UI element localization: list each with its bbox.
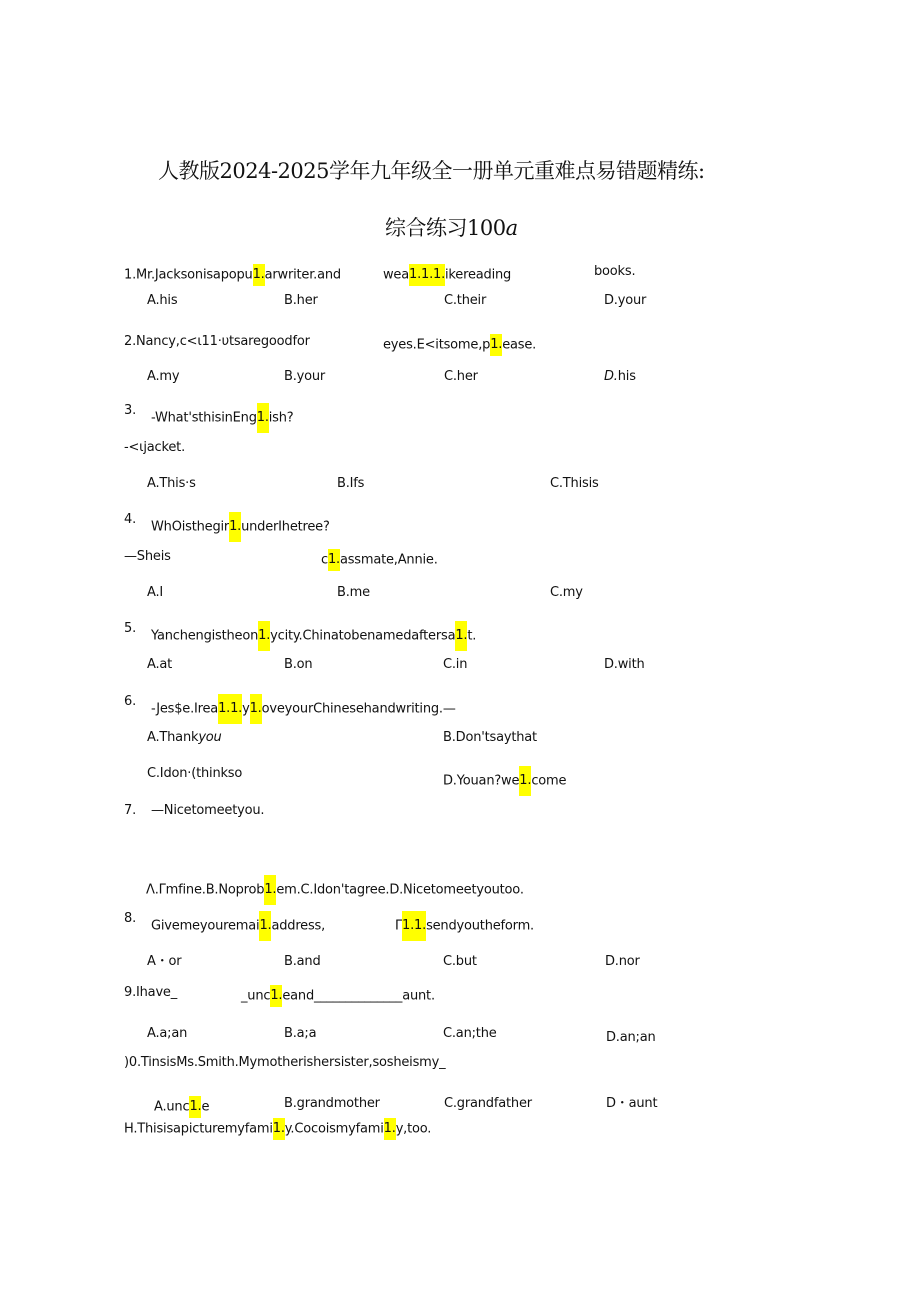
q6-highlight-a: 1.1. (218, 694, 242, 724)
q4-option-b[interactable]: B.me (337, 585, 370, 600)
q3-text-a: -What'sthisinEng (151, 410, 257, 426)
q9-stem-part-1: 9.Ihave_ (124, 985, 178, 1000)
q8-option-b[interactable]: B.and (284, 954, 321, 969)
q8-text-b: address, (271, 918, 326, 934)
q5-option-d[interactable]: D.with (604, 657, 645, 672)
q6-number: 6. (124, 694, 137, 709)
q1-text-c: wea (383, 267, 409, 283)
q5-option-c[interactable]: C.in (443, 657, 468, 672)
q6-option-d[interactable] (443, 766, 566, 796)
q2-highlight: 1. (490, 334, 502, 356)
q1-option-d[interactable]: D.your (604, 293, 647, 308)
q2-option-d-letter: D. (604, 369, 618, 384)
q6-option-a[interactable] (147, 730, 222, 746)
q5-text-a: Yanchengistheon (151, 628, 259, 644)
q6-text-a: -Jes$e.Irea (151, 701, 219, 717)
q5-option-b[interactable]: B.on (284, 657, 313, 672)
q3-number: 3. (124, 403, 137, 418)
q10-option-c[interactable]: C.grandfather (444, 1096, 532, 1111)
q1-text-b: arwriter.and (264, 267, 341, 283)
q2-option-d[interactable] (604, 369, 636, 385)
q9-option-c[interactable]: C.an;the (443, 1026, 497, 1041)
q4-option-c[interactable]: C.my (550, 585, 583, 600)
q3-highlight: 1. (257, 403, 269, 433)
q2-stem-part-2 (383, 334, 536, 356)
q8-text-c: Γ (395, 918, 403, 934)
q11-text-b: y.Cocoismyfami (284, 1121, 384, 1137)
q9-option-b[interactable]: B.a;a (284, 1026, 317, 1041)
q11-highlight-a: 1. (273, 1118, 285, 1140)
q11-text-a: H.Thisisapicturemyfami (124, 1121, 273, 1137)
q3-option-a[interactable]: A.This·s (147, 476, 196, 491)
q4-text-d: assmate,Annie. (339, 552, 438, 568)
q1-highlight-b: 1.1.1. (409, 264, 445, 286)
q6-text-c: oveyourChinesehandwriting.— (261, 701, 456, 717)
q1-text-d: ikereading (445, 267, 512, 283)
q8-text-a: Givemeyouremai (151, 918, 260, 934)
q6-text-b: y (242, 701, 250, 717)
title-line-1: 人教版2024-2025学年九年级全一册单元重难点易错题精练: (158, 159, 705, 183)
q4-number: 4. (124, 512, 137, 527)
q4-option-a[interactable]: A.I (147, 585, 164, 600)
q5-option-a[interactable]: A.at (147, 657, 173, 672)
q4-text-c: c (321, 552, 328, 568)
q5-stem (151, 621, 476, 651)
q3-option-c[interactable]: C.Thisis (550, 476, 599, 491)
q3-reply: -<ιjacket. (124, 440, 186, 455)
q8-text-d: sendyoutheform. (426, 918, 534, 934)
page-title (158, 155, 705, 185)
q8-highlight-b: 1.1. (402, 911, 426, 941)
q1-stem-part-1 (124, 264, 341, 286)
q10-option-a-text-b: e (201, 1099, 210, 1115)
q11-text-c: y,too. (395, 1121, 432, 1137)
q7-options-text-b: em.C.Idon'tagree.D.Nicetomeetyoutoo. (276, 882, 524, 898)
q5-text-c: t. (467, 628, 477, 644)
q6-highlight-b: 1. (250, 694, 262, 724)
q8-option-c[interactable]: C.but (443, 954, 477, 969)
q4-highlight-a: 1. (229, 512, 241, 542)
q10-option-a[interactable] (154, 1096, 209, 1118)
q8-highlight-a: 1. (259, 911, 271, 941)
q2-stem-part-1: 2.Nancy,c<ι11·υtsaregoodfor (124, 334, 310, 349)
q6-option-a-italic: you (198, 730, 222, 745)
q6-option-b[interactable]: B.Don'tsaythat (443, 730, 537, 745)
q5-number: 5. (124, 621, 137, 636)
q9-stem-part-2 (241, 985, 435, 1007)
q11-stem (124, 1118, 431, 1140)
q3-stem (151, 403, 294, 433)
q4-text-a: WhOisthegir (151, 519, 230, 535)
q6-option-c[interactable]: C.Idon·(thinkso (147, 766, 243, 781)
q1-stem-part-3: books. (594, 264, 636, 279)
q2-option-b[interactable]: B.your (284, 369, 326, 384)
q4-reply-start: —Sheis (124, 549, 171, 564)
q5-highlight-a: 1. (258, 621, 270, 651)
q2-option-a[interactable]: A.my (147, 369, 180, 384)
q4-text-b: underIhetree? (241, 519, 330, 535)
q6-option-a-text: A.Thank (147, 730, 199, 745)
q8-stem-part-1 (151, 911, 325, 941)
q8-option-d[interactable]: D.nor (605, 954, 640, 969)
title-line-2: 综合练习100 (385, 216, 506, 240)
q1-stem-part-2 (383, 264, 511, 286)
q7-options[interactable] (146, 875, 524, 905)
q10-option-a-text-a: A.unc (154, 1099, 190, 1115)
page-subtitle (385, 212, 518, 242)
q11-highlight-b: 1. (384, 1118, 396, 1140)
q7-number: 7. (124, 803, 137, 818)
q10-stem: )0.TinsisMs.Smith.Mymotherishersister,sosheismy_ (124, 1055, 446, 1070)
q2-text-c: ease. (502, 337, 537, 353)
q8-stem-part-2 (395, 911, 534, 941)
q1-highlight-a: 1. (253, 264, 265, 286)
q4-stem (151, 512, 330, 542)
q3-text-b: ish? (268, 410, 294, 426)
q8-number: 8. (124, 911, 137, 926)
q5-text-b: ycity.Chinatobenamedaftersa (270, 628, 456, 644)
q8-option-a[interactable]: A・or (147, 954, 182, 969)
q7-options-text-a: Λ.Γmfine.B.Noprob (146, 882, 265, 898)
q7-stem: —Nicetomeetyou. (151, 803, 265, 818)
q6-option-d-highlight: 1. (519, 766, 531, 796)
q10-highlight: 1. (189, 1096, 201, 1118)
q2-option-d-word: his (617, 369, 636, 384)
q6-stem (151, 694, 456, 724)
q10-option-b[interactable]: B.grandmother (284, 1096, 380, 1111)
q6-option-d-text-a: D.Youan?we (443, 773, 520, 789)
q9-option-d[interactable]: D.an;an (606, 1030, 656, 1045)
title-line-2-suffix: a (505, 216, 518, 240)
q1-option-b[interactable]: B.her (284, 293, 318, 308)
q5-highlight-b: 1. (455, 621, 467, 651)
q2-text-b: eyes.E<itsome,p (383, 337, 491, 353)
q2-option-c[interactable]: C.her (444, 369, 478, 384)
q4-highlight-b: 1. (328, 549, 340, 571)
q1-option-c[interactable]: C.their (444, 293, 487, 308)
q9-text-c: eand______________aunt. (282, 988, 435, 1004)
q4-reply-end (321, 549, 438, 571)
q6-option-d-text-b: come (531, 773, 567, 789)
q9-highlight: 1. (270, 985, 282, 1007)
q7-highlight: 1. (264, 875, 276, 905)
q3-option-b[interactable]: B.Ifs (337, 476, 365, 491)
q1-option-a[interactable]: A.his (147, 293, 178, 308)
q9-option-a[interactable]: A.a;an (147, 1026, 188, 1041)
q10-option-d[interactable]: D・aunt (606, 1096, 658, 1111)
q9-text-b: _unc (241, 988, 271, 1004)
q1-text-a: 1.Mr.Jacksonisapopu (124, 267, 253, 283)
